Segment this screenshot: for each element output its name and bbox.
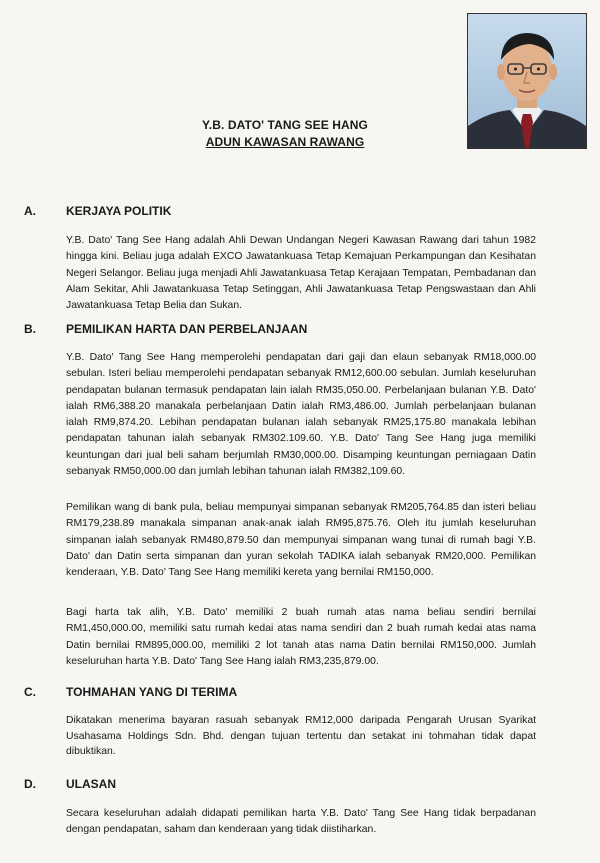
section-b-paragraph-3: Bagi harta tak alih, Y.B. Dato' memiliki 2 buah rumah atas nama beliau sendiri bernilai RM1,450,000.00, memiliki satu rumah kedai atas nama sendiri dan 2 buah rumah kedai atas nama Datin bernilai RM895,000.00, memiliki 2 lot tanah atas nama Datin bernilai RM150,000. Jumlah keseluruhan harta Y.B. Dato' Tang See Hang ialah RM3,235,879.00. [66, 607, 536, 667]
section-d-letter: D. [24, 777, 36, 791]
section-b-paragraph-1: Y.B. Dato' Tang See Hang memperolehi pendapatan dari gaji dan elaun sebanyak RM18,000.00 sebulan. Isteri beliau memperolehi pendapatan sebanyak RM12,600.00 sebulan. Jumlah keseluruhan pendapatan bulanan termasuk pendapatan lain ialah RM35,050.00. Perbelanjaan bulanan Y.B. Dato' ialah RM6,388.20 manakala perbelanjaan Datin ialah RM3,486.00. Jumlah perbelanjaan bulanan ialah RM9,874.20. Lebihan pendapatan bulanan ialah sebanyak RM25,175.80 manakala lebihan pendapatan tahunan ialah sebanyak RM302.109.60. Y.B. Dato' Tang See Hang juga memiliki keuntungan dari jual beli saham berjumlah RM30,000.00. Disamping keuntungan perniagaan Datin sebanyak RM50,000.00 dan jumlah lebihan tahunan ialah RM382,109.60. [66, 352, 536, 478]
section-a-letter: A. [24, 204, 36, 218]
section-b-paragraph-2: Pemilikan wang di bank pula, beliau mempunyai simpanan sebanyak RM205,764.85 dan isteri beliau RM179,238.89 manakala simpanan anak-anak ialah RM95,875.76. Oleh itu jumlah keseluruhan simpanan ialah sebanyak RM480,879.50 dan mempunyai simpanan wang tunai di rumah bagi Y.B. Dato' dan Datin serta simpanan dan yuran sekolah TADIKA ialah sebanyak RM20,000. Pemilikan kenderaan, Y.B. Dato' Tang See Hang memiliki kereta yang bernilai RM150,000. [66, 502, 536, 579]
section-d-paragraph-1: Secara keseluruhan adalah didapati pemilikan harta Y.B. Dato' Tang See Hang tidak berpadanan dengan pendapatan, saham dan kenderaan yang tidak diistiharkan. [66, 808, 536, 835]
title-name: Y.B. DATO' TANG SEE HANG [202, 118, 368, 132]
section-a-title: KERJAYA POLITIK [66, 204, 172, 218]
section-b-title: PEMILIKAN HARTA DAN PERBELANJAAN [66, 322, 308, 336]
portrait-photo [467, 13, 587, 149]
section-b-letter: B. [24, 322, 36, 336]
portrait-illustration [468, 14, 586, 148]
section-a-paragraph-1: Y.B. Dato' Tang See Hang adalah Ahli Dewan Undangan Negeri Kawasan Rawang dari tahun 1982 hingga kini. Beliau juga adalah EXCO Jawatankuasa Tetap Kemajuan Perkampungan dan Kesihatan Negeri Selangor. Beliau juga menjadi Ahli Jawatankuasa Tetap Kerajaan Tempatan, Pembadanan dan Alam Sekitar, Ahli Jawatankuasa Tetap Setinggan, Ahli Jawatankuasa Tetap Pengswastaan dan Ahli Jawatankuasa Tetap Belia dan Sukan. [66, 235, 536, 312]
section-d-title: ULASAN [66, 777, 116, 791]
section-c-paragraph-1: Dikatakan menerima bayaran rasuah sebanyak RM12,000 daripada Pengarah Urusan Syarikat Usahasama Holdings Sdn. Bhd. dengan tujuan tertentu dan setakat ini tohmahan tidak dapat dibuktikan. [66, 715, 536, 758]
section-c-title: TOHMAHAN YANG DI TERIMA [66, 685, 238, 699]
section-c-letter: C. [24, 685, 36, 699]
document-title [170, 117, 400, 151]
title-constituency: ADUN KAWASAN RAWANG [205, 135, 365, 149]
